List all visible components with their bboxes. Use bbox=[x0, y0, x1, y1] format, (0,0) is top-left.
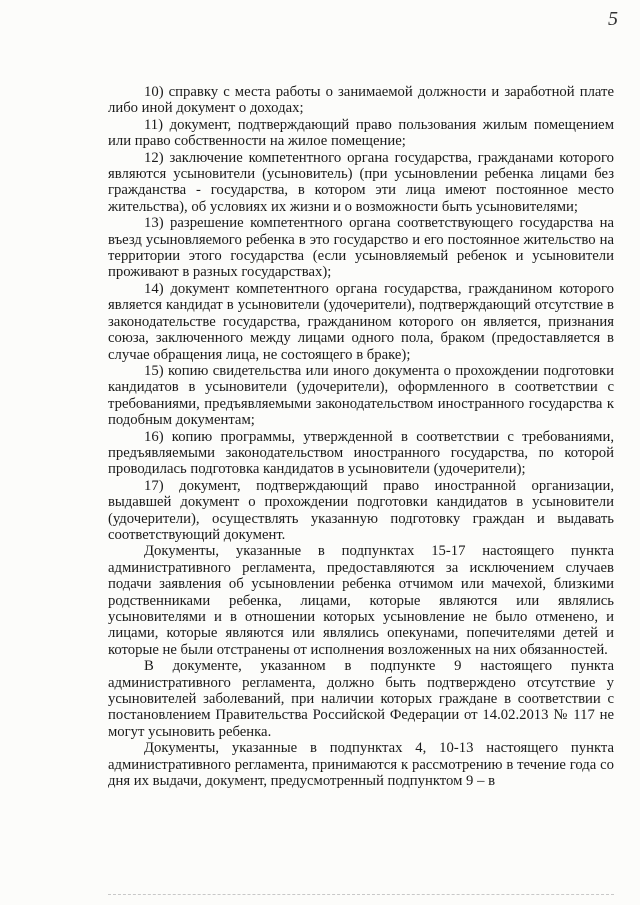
paragraph-item-17: 17) документ, подтверждающий право иностранной организации, выдавшей документ о прохождении подготовки кандидатов в усыновители (удочерители), осуществлять указанную подготовку граждан и выдавать соответствующий документ. bbox=[108, 477, 614, 543]
paragraph-exceptions: Документы, указанные в подпунктах 15-17 настоящего пункта административного регламента, предоставляются за исключением случаев подачи заявления об усыновлении ребенка отчимом или мачехой, близкими родственниками ребенка, лицами, которые являются или являлись усыновителями и в отношении которых усыновление не было отменено, и лицами, которые являются или являлись опекунами, попечителями детей и которые не были отстранены от исполнения возложенных на них обязанностей. bbox=[108, 543, 614, 658]
page-number: 5 bbox=[608, 8, 618, 30]
paragraph-item-14: 14) документ компетентного органа государства, гражданином которого является кандидат в усыновители (удочерители), подтверждающий отсутствие в законодательстве государства, гражданином которого он является, признания союза, заключенного между лицами одного пола, браком (предоставляется в случае обращения лица, не состоящего в браке); bbox=[108, 280, 614, 363]
paragraph-medical-document: В документе, указанном в подпункте 9 настоящего пункта административного регламента, должно быть подтверждено отсутствие у усыновителей заболеваний, при наличии которых граждане в соответствии с постановлением Правительства Российской Федерации от 14.02.2013 № 117 не могут усыновить ребенка. bbox=[108, 658, 614, 740]
paragraph-validity-period: Документы, указанные в подпунктах 4, 10-13 настоящего пункта административного регламента, принимаются к рассмотрению в течение года со дня их выдачи, документ, предусмотренный подпунктом 9 – в bbox=[108, 740, 614, 790]
paragraph-item-11: 11) документ, подтверждающий право пользования жилым помещением или право собственности на жилое помещение; bbox=[108, 116, 614, 150]
paragraph-item-10: 10) справку с места работы о занимаемой должности и заработной плате либо иной документ о доходах; bbox=[108, 84, 614, 117]
scan-footer-marks bbox=[108, 894, 614, 899]
paragraph-item-15: 15) копию свидетельства или иного документа о прохождении подготовки кандидатов в усыновители (удочерители), оформленного в соответствии с требованиями, предъявляемыми законодательством иностранного государства к подобным документам; bbox=[108, 362, 614, 429]
paragraph-item-13: 13) разрешение компетентного органа соответствующего государства на въезд усыновляемого ребенка в это государство и его постоянное жительство на территории этого государства (если усыновляемый ребенок и усыновители проживают в разных государствах); bbox=[108, 215, 614, 281]
paragraph-item-16: 16) копию программы, утвержденной в соответствии с требованиями, предъявляемыми законодательством иностранного государства, по которой проводилась подготовка кандидатов в усыновители (удочерители); bbox=[108, 428, 614, 478]
document-body bbox=[108, 84, 614, 789]
paragraph-item-12: 12) заключение компетентного органа государства, гражданами которого являются усыновители (усыновитель) (при усыновлении ребенка лицами без гражданства - государства, в котором эти лица имеют постоянное место жительства), об условиях их жизни и о возможности быть усыновителями; bbox=[108, 149, 614, 215]
